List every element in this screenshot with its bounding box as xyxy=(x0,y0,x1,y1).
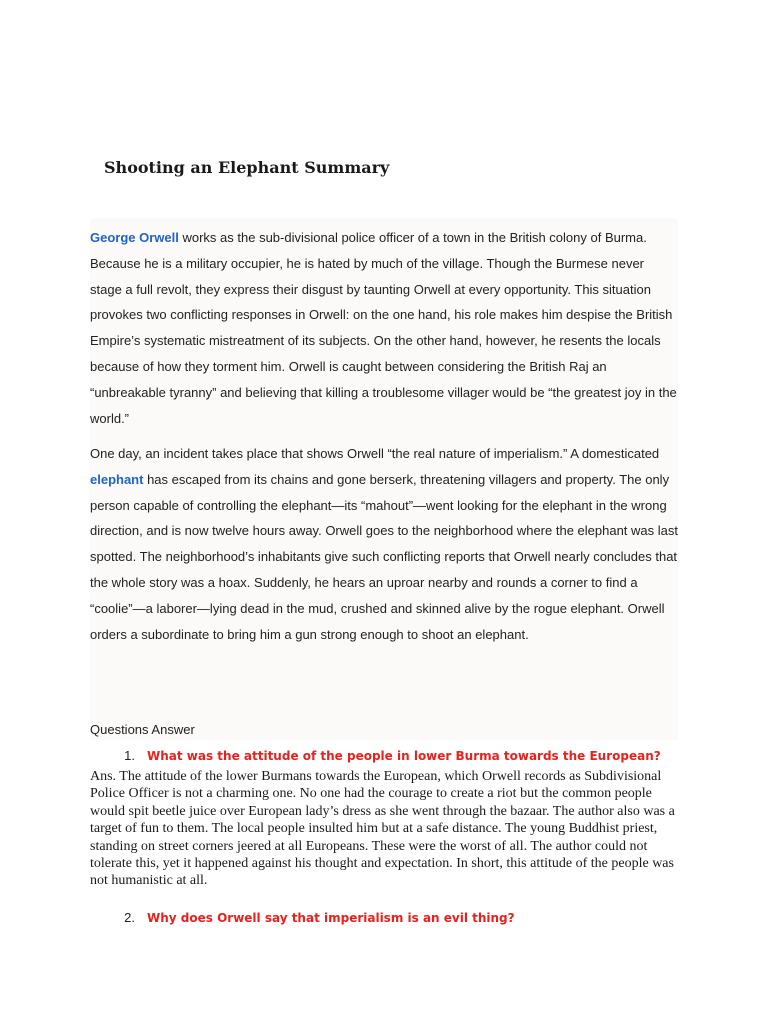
qa-item xyxy=(90,748,680,890)
questions-answer-heading: Questions Answer xyxy=(90,722,195,737)
george-orwell-link[interactable]: George Orwell xyxy=(90,230,179,245)
summary-paragraph-2-text-before: One day, an incident takes place that shows Orwell “the real nature of imperialism.” A domesticated xyxy=(90,446,660,461)
summary-paragraph-2-text-after: has escaped from its chains and gone berserk, threatening villagers and property. The only person capable of controlling the elephant—its “mahout”—went looking for the elephant in the wrong direction, and is now twelve hours away. Orwell goes to the neighborhood where the elephant was last spotted. The neighborhood’s inhabitants give such conflicting reports that Orwell nearly concludes that the whole story was a hoax. Suddenly, he hears an uproar nearby and rounds a corner to find a “coolie”—a laborer—lying dead in the mud, crushed and skinned alive by the rogue elephant. Orwell orders a subordinate to bring him a gun strong enough to shoot an elephant. xyxy=(90,471,678,642)
summary-paragraph-1 xyxy=(90,225,678,431)
question-text: Why does Orwell say that imperialism is an evil thing? xyxy=(147,911,515,925)
summary-paragraph-2 xyxy=(90,441,678,647)
page-title: Shooting an Elephant Summary xyxy=(104,158,390,177)
question-line xyxy=(90,910,680,928)
question-number: 1. xyxy=(124,748,135,763)
answer-text: Ans. The attitude of the lower Burmans towards the European, which Orwell records as Subdivisional Police Officer is not a charming one. No one had the courage to create a riot but the common people would spit beetle juice over European lady’s dress as she went through the bazaar. The author also was a target of fun to them. The local people insulted him but at a safe distance. The young Buddhist priest, standing on street corners jeered at all Europeans. These were the worst of all. The author could not tolerate this, yet it happened against his thought and expectation. In short, this attitude of the people was not humanistic at all. xyxy=(90,769,675,889)
summary-section xyxy=(90,218,678,740)
summary-paragraph-1-text: works as the sub-divisional police officer of a town in the British colony of Burma. Because he is a military occupier, he is hated by much of the village. Though the Burmese never stage a full revolt, they express their disgust by taunting Orwell at every opportunity. This situation provokes two conflicting responses in Orwell: on the one hand, his role makes him despise the British Empire’s systematic mistreatment of its subjects. On the other hand, however, he resents the locals because of how they torment him. Orwell is caught between considering the British Raj an “unbreakable tyranny” and believing that killing a troublesome villager would be “the greatest joy in the world.” xyxy=(90,230,677,426)
question-text: What was the attitude of the people in lower Burma towards the European? xyxy=(147,749,661,763)
qa-item xyxy=(90,910,680,930)
elephant-link[interactable]: elephant xyxy=(90,471,144,487)
question-line xyxy=(90,748,680,766)
question-number: 2. xyxy=(124,910,135,925)
